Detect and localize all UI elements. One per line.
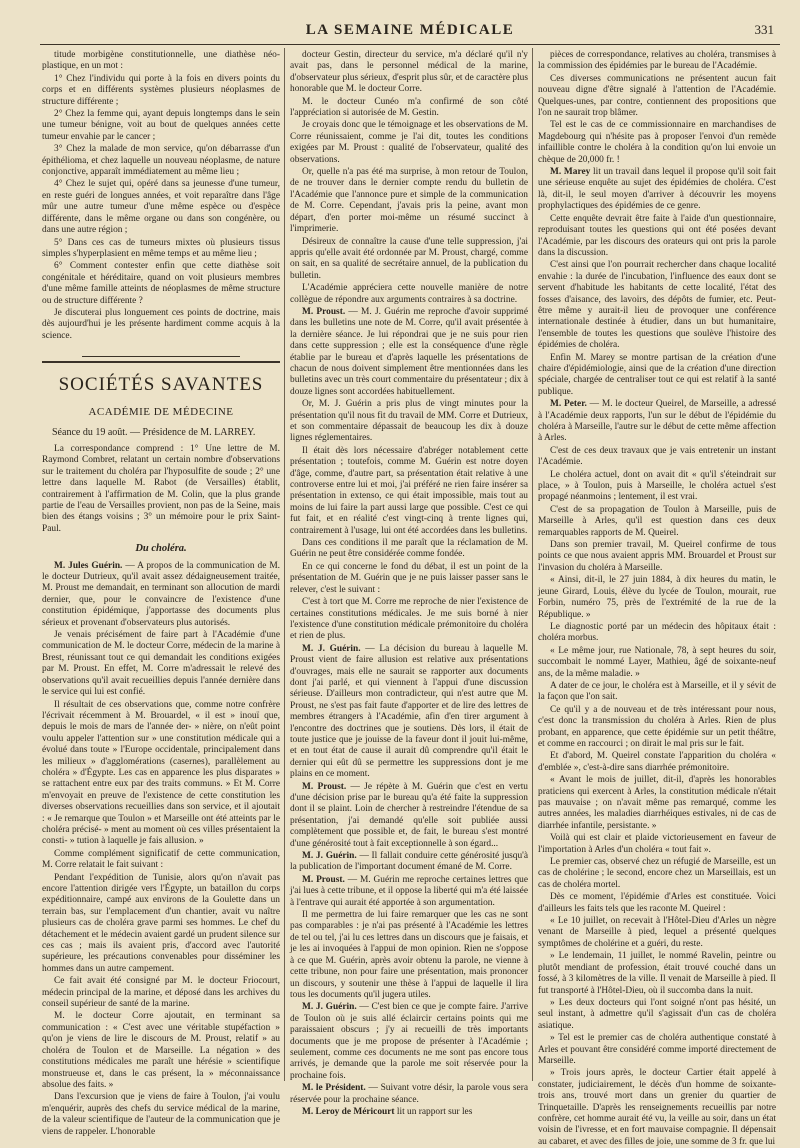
paragraph: Le choléra actuel, dont on avait dit « qu'il s'éteindrait sur place, » à Toulon, puis à Marseille, le choléra actuel s'est propagé néanmoins ; lentement, il est vrai. bbox=[538, 469, 776, 503]
paragraph: Comme complément significatif de cette communication, M. Corre relatait le fait suivant : bbox=[42, 848, 280, 871]
paragraph: C'est ainsi que l'on pourrait rechercher dans chaque localité envahie : la durée de l'incubation, l'influence des eaux dont se servent d'habitude les habitants de cette localité, l'état des fosses d'aisance, des lavoirs, des dépôts de fumier, etc. Peut-être même y aurait-il lieu de provoquer une conférence internationale destinée à étudier, dans un but humanitaire, l'ensemble de toutes les questions que soulève l'histoire des épidémies de choléra. bbox=[538, 260, 776, 351]
speech-text: — Il fallait conduire cette générosité jusqu'à la publication de l'important document émané de M. Corre. bbox=[290, 851, 529, 873]
column-rule-1 bbox=[284, 48, 285, 1081]
paragraph: Tel est le cas de ce commissionnaire en marchandises de Magdebourg qui n'hésite pas à proposer l'envoi d'un remède infaillible contre le choléra à la condition qu'on lui envoie un chèque de 20,000 fr. ! bbox=[538, 120, 776, 165]
paragraph bbox=[538, 399, 776, 445]
paragraph bbox=[290, 851, 528, 874]
paragraph: Voilà qui est clair et plaide victorieusement en faveur de l'importation à Arles d'un choléra « tout fait ». bbox=[538, 833, 776, 855]
paragraph: titude morbigène constitutionnelle, une diathèse néo-plastique, en un mot : bbox=[42, 50, 280, 72]
paragraph bbox=[290, 644, 528, 781]
paragraph: Or, M. J. Guérin a pris plus de vingt minutes pour la présentation qu'il nous fit du travail de MM. Corre et Dutrieux, et son commentaire dépassait de beaucoup les dix à douze lignes réglementaires. bbox=[290, 399, 528, 444]
speaker-name: M. J. Guérin. bbox=[302, 1002, 357, 1013]
speech-text: — A propos de la communication de M. le docteur Dutrieux, qu'il avait assez dédaigneusement traitée, M. Proust me demandait, en terminant son allocution de mardi dernier, que, pour le convaincre de l'existence d'une constitution épidémique, j'apportasse des documents plus sérieux et provenant d'observateurs plus autorisés. bbox=[42, 560, 281, 628]
paragraph: Cette enquête devrait être faite à l'aide d'un questionnaire, reproduisant toutes les questions qui ont été posées devant l'Académie, par les discours des orateurs qui ont pris la parole dans la discussion. bbox=[538, 213, 776, 258]
diathese-text bbox=[42, 50, 280, 342]
subhead-cholera: Du choléra. bbox=[135, 543, 187, 555]
paragraph: Ce fait avait été consigné par M. le docteur Friocourt, médecin principal de la marine, et déposé dans les archives du conseil supérieur de santé de la marine. bbox=[42, 976, 280, 1010]
section-title: SOCIÉTÉS SAVANTES bbox=[58, 374, 264, 396]
speaker-name: M. Peter. bbox=[550, 399, 587, 410]
paragraph: docteur Gestin, directeur du service, m'a déclaré qu'il n'y avait pas, dans le personnel médical de la marine, d'observateur plus sérieux, d'esprit plus sûr, et de caractère plus honorable que M. le docteur Corre. bbox=[290, 50, 528, 95]
page-number: 331 bbox=[754, 22, 774, 37]
speaker-name: M. J. Guérin. bbox=[302, 643, 361, 654]
journal-title: LA SEMAINE MÉDICALE bbox=[305, 22, 515, 38]
speech-text: — Je répète à M. Guérin que c'est en vertu d'une décision prise par le bureau qu'a été faite la suppression dont il se plaint. Loin de chercher à restreindre l'étendue de sa présentation, j'ai demandé qu'elle soit publiée aussi complètement que possible et, de fait, le bureau s'est montré d'une générosité tout à fait exceptionnelle à son égard... bbox=[290, 781, 528, 849]
speaker-name: M. Proust. bbox=[302, 781, 347, 792]
paragraph: pièces de correspondance, relatives au choléra, transmises à la commission des épidémies par le bureau de l'Académie. bbox=[538, 50, 776, 72]
paragraph bbox=[290, 307, 528, 398]
paragraph bbox=[42, 561, 280, 629]
speech-text: — M. le docteur Queirel, de Marseille, a adressé à l'Académie deux rapports, l'un sur le début de l'épidémie du choléra à Marseille, l'autre sur le début de cette même affection à Arles. bbox=[538, 399, 777, 444]
speaker-name: M. Jules Guérin. bbox=[54, 560, 123, 571]
paragraph: C'est de sa propagation de Toulon à Marseille, puis de Marseille à Arles, qu'il est question dans ces deux remarquables rapports de M. Queirel. bbox=[538, 504, 776, 538]
paragraph: « Avant le mois de juillet, dit-il, d'après les honorables praticiens qui exercent à Arles, la constitution médicale n'était pas mauvaise ; on n'avait même pas remarqué, comme les autres années, les maladies diarrhéiques estivales, ni de cas de diarrhée infantile, persistante. » bbox=[538, 775, 776, 831]
speech-text: — C'est bien ce que je compte faire. J'arrive de Toulon où je suis allé éclaircir certains points qui me paraissaient obscurs ; j'y ai recueilli de très importants documents que je me propose de présenter à l'Académie ; seulement, comme ces documents ne me sont pas encore tous arrivés, je demande que la parole me soit réservée pour la prochaine fois. bbox=[290, 1002, 529, 1081]
paragraph: 6° Comment contester enfin que cette diathèse soit congénitale et héréditaire, quand on voit plusieurs membres d'une même famille atteints de néoplasmes de même structure ou de structure différente ? bbox=[42, 261, 280, 306]
speech-text: — M. J. Guérin me reproche d'avoir supprimé dans les bulletins une note de M. Corre, qu'il avait présentée à la dernière séance. Je lui répondrai que je ne suis pour rien dans cette suppression ; elle est la conséquence d'une règle établie par le bureau et d'après laquelle les présentations de chacun de nous doivent simplement être mentionnées dans les bulletins avec un très court commentaire du présentateur ; dix à douze lignes sont accordées habituellement. bbox=[290, 306, 528, 397]
paragraph bbox=[290, 782, 528, 850]
paragraph: Le premier cas, observé chez un réfugié de Marseille, est un cas de cholérine ; le second, encore chez un Marseillais, est un cas de choléra mortel. bbox=[538, 857, 776, 890]
speaker-name: M. J. Guérin. bbox=[302, 851, 357, 862]
section-divider bbox=[82, 356, 240, 357]
column-rule-2 bbox=[532, 48, 533, 1081]
academie-heading: ACADÉMIE DE MÉDECINE bbox=[88, 406, 234, 419]
speech-text: lit un rapport sur les bbox=[396, 1106, 473, 1117]
paragraph: M. le docteur Corre ajoutait, en terminant sa communication : « C'est avec une véritable stupéfaction » qu'on je viens de lire le discours de M. Proust, relatif » au choléra de Toulon et de Marseille. La négation » des constitutions médicales me paraît une hérésie » scientifique monstrueuse et, dans le cas présent, la » méconnaissance absolue des faits. » bbox=[42, 1011, 280, 1090]
paragraph: Pendant l'expédition de Tunisie, alors qu'on n'avait pas encore l'attention dirigée vers l'Égypte, un bataillon du corps expéditionnaire, campé aux environs de la Goulette dans un terrain bas, sur l'emplacement d'un chantier, avait vu naître plusieurs cas de choléra grave parmi ses hommes. Le chef du détachement et le médecin avaient gardé un prudent silence sur ces cas ; mais ils avaient pris, d'accord avec l'autorité supérieure, les précautions convenables pour disséminer les hommes dans un autre campement. bbox=[42, 872, 280, 974]
paragraph: Je discuterai plus longuement ces points de doctrine, mais dès aujourd'hui je les présente hardiment comme acquis à la science. bbox=[42, 307, 280, 341]
speech-text: — Suivant votre désir, la parole vous sera réservée pour la prochaine séance. bbox=[290, 1083, 528, 1105]
paragraph: Désireux de connaître la cause d'une telle suppression, j'ai appris qu'elle avait été ordonnée par M. Proust, chargé, comme on sait, en sa qualité de secrétaire annuel, de la publication du bulletin. bbox=[290, 236, 528, 281]
speaker-name: M. Marey bbox=[550, 167, 591, 178]
column-1 bbox=[42, 50, 281, 1137]
paragraph: L'Académie appréciera cette nouvelle manière de notre collègue de répondre aux arguments contraires à sa doctrine. bbox=[290, 283, 528, 305]
paragraph: 3° Chez la malade de mon service, qu'on débarrasse d'un épithélioma, et chez laquelle un nouveau néoplasme, de nature conjonctive, apparaît immédiatement au même lieu ; bbox=[42, 144, 280, 178]
paragraph: Ce qu'il y a de nouveau et de très intéressant pour nous, c'est donc la transmission du choléra à Arles. Rien de plus probant, en apparence, que cette épidémie sur un petit théâtre, et comme en raccourci ; on dirait le mal pris sur le fait. bbox=[538, 704, 776, 749]
paragraph bbox=[538, 167, 776, 213]
paragraph: « Le même jour, rue Nationale, 78, à sept heures du soir, succombait le nommé Layer, Mathieu, âgé de soixante-neuf ans, de la même maladie. » bbox=[538, 645, 776, 679]
paragraph: 5° Dans ces cas de tumeurs mixtes où plusieurs tissus simples s'hyperplasient en même temps et au même lieu ; bbox=[42, 237, 280, 259]
paragraph: « Ainsi, dit-il, le 27 juin 1884, à dix heures du matin, le jeune Girard, Louis, élève du lycée de Toulon, mourait, rue Forbin, numéro 75, près de l'extrémité de la rue de la République. » bbox=[538, 575, 776, 620]
paragraph: Le diagnostic porté par un médecin des hôpitaux était : choléra morbus. bbox=[538, 621, 776, 644]
paragraph: Il résultait de ces observations que, comme notre confrère l'écrivait récemment à M. Brouardel, « il est » inouï que, depuis le mois de mars de l'année der- » nière, on n'eût point voulu appeler l'attention sur » une constitution médicale qui a évolué dans toute » l'Europe occidentale, principalement dans les milieux » d'agglomérations (casernes), parallèlement au choléra » d'Égypte. Les cas en apparence les plus disparates » se rattachent entre eux par des traits communs. » Et M. Corre m'envoyait en preuve de l'existence de cette constitution les diverses observations recueillies dans son service, et il ajoutait : « Je remarque que Toulon » et Marseille ont été atteints par le choléra précisé- » ment au moment où ces villes présentaient la consti- » tution à laquelle je fais allusion. » bbox=[42, 699, 280, 847]
column-2 bbox=[290, 50, 529, 1117]
column-3 bbox=[538, 50, 777, 1147]
paragraph: C'est de ces deux travaux que je vais entretenir un instant l'Académie. bbox=[538, 445, 776, 468]
speech-text: lit un travail dans lequel il propose qu'il soit fait une sérieuse enquête au sujet des épidémies de choléra. C'est là, dit-il, le seul moyen d'arriver à découvrir les moyens prophylactiques des épidémies de ce genre. bbox=[538, 167, 776, 212]
paragraph: Et d'abord, M. Queirel constate l'apparition du choléra « d'emblée », c'est-à-dire sans diarrhée prémonitoire. bbox=[538, 751, 776, 773]
speaker-name: M. Leroy de Méricourt bbox=[302, 1106, 395, 1117]
speaker-name: M. Proust. bbox=[302, 306, 346, 317]
speech-text: — La décision du bureau à laquelle M. Proust vient de faire allusion est relative aux présentations d'ouvrages, mais elle ne saurait se rapporter aux documents dont j'ai parlé, et qui viennent à l'appui d'une discussion sérieuse. D'ailleurs mon contradicteur, qui n'est autre que M. Proust, ne s'est pas fait faute d'apporter et de lire des lettres de membres étrangers à l'Académie, afin d'en tirer argument à l'encontre des doctrines que je soutiens. Dès lors, il était de toute justice que je jouisse de la faveur dont il jouit lui-même, et en tout état de cause il aurait dû comprendre qu'il était le dernier qui eût dû se permettre les suppressions dont je me plains en ce moment. bbox=[290, 643, 528, 780]
paragraph: Dans ces conditions il me paraît que la réclamation de M. Guérin ne peut être considérée comme fondée. bbox=[290, 538, 528, 560]
paragraph: « Le 10 juillet, on recevait à l'Hôtel-Dieu d'Arles un nègre venant de Marseille à pied, lequel a présenté quelques symptômes de cholérine et a guéri, du reste. bbox=[538, 916, 776, 949]
paragraph: » Tel est le premier cas de choléra authentique constaté à Arles et pouvant être considéré comme importé directement de Marseille. bbox=[538, 1033, 776, 1066]
paragraph: Dans son premier travail, M. Queirel confirme de tous points ce que nous avaient appris MM. Brouardel et Proust sur l'invasion du choléra à Marseille. bbox=[538, 540, 776, 573]
paragraph bbox=[290, 875, 528, 909]
paragraph: 4° Chez le sujet qui, opéré dans sa jeunesse d'une tumeur, en reste guéri de longues années, et voit reparaître dans l'âge mûr une autre tumeur d'une même espèce ou d'espèce différente, dans le même organe ou dans son congénère, ou dans une autre région ; bbox=[42, 179, 280, 236]
paragraph: Je venais précisément de faire part à l'Académie d'une communication de M. le docteur Corre, médecin de la marine à Brest, réunissant tout ce qui demandait les conditions exigées par M. Proust. En effet, M. Corre m'adressait le relevé des observations qu'il avait recueillies depuis l'année dernière dans le service qui lui est confié. bbox=[42, 630, 280, 698]
speaker-name: M. Proust. bbox=[302, 874, 345, 885]
paragraph: Ces diverses communications ne présentent aucun fait nouveau digne d'être signalé à l'attention de l'Académie. Quelques-unes, par contre, contiennent des propositions que l'on ne saurait trop blâmer. bbox=[538, 73, 776, 119]
correspondance-paragraph: La correspondance comprend : 1° Une lettre de M. Raymond Combret, relatant un certain nombre d'observations sur le traitement du choléra par l'hyposulfite de soude ; 2° une lettre dans laquelle M. Rabot (de Versailles) établit, contrairement à l'affirmation de M. Colin, que la plus grande partie de l'eau de Versailles provient, non pas de la Seine, mais bien des étangs voisins ; 3° un mémoire pour le prix Saint-Paul. bbox=[42, 443, 280, 534]
section-divider-thick bbox=[42, 361, 280, 363]
paragraph: » Trois jours après, le docteur Cartier était appelé à constater, judiciairement, le décès d'un homme de soixante-trois ans, trouvé mort dans un grenier du quartier de Trinquetaille. D'après les renseignements recueillis par notre confrère, cet homme aurait été vu, la veille au soir, dans un état voisin de l'ivresse, et en fort mauvaise compagnie. Il dépensait au cabaret, et avec des filles de joie, une somme de 3 fr. que lui bbox=[538, 1068, 776, 1147]
paragraph: En ce qui concerne le fond du débat, il est un point de la présentation de M. Guérin que je ne puis laisser passer sans le relever, c'est le suivant : bbox=[290, 561, 528, 595]
page-header bbox=[40, 18, 780, 45]
paragraph bbox=[290, 1107, 528, 1118]
paragraph: » Les deux docteurs qui l'ont soigné n'ont pas hésité, un seul instant, à admettre qu'il s'agissait d'un cas de choléra asiatique. bbox=[538, 997, 776, 1031]
paragraph: Il me permettra de lui faire remarquer que les cas ne sont pas comparables : je n'ai pas présenté à l'Académie les lettres de tel ou tel, j'ai lu ces lettres dans un discours que je faisais, et je les ai invoquées à l'appui de mon opinion. Rien ne s'oppose à ce que M. Guérin, après avoir obtenu la parole, ne vienne à cette tribune, non pour faire une présentation, mais prononcer un discours, y soutenir une thèse à l'appui de laquelle il lira tous les documents qu'il jugera utiles. bbox=[290, 910, 528, 1000]
seance-line: Séance du 19 août. — Présidence de M. LARREY. bbox=[52, 426, 256, 438]
paragraph: Je croyais donc que le témoignage et les observations de M. Corre réunissaient, comme je l'ai dit, toutes les conditions exigées par M. Proust : qualité de l'observateur, qualité des observations. bbox=[290, 120, 528, 165]
speaker-name: M. le Président. bbox=[302, 1083, 366, 1094]
speech-text: — M. Guérin me reproche certaines lettres que j'ai lues à cette tribune, et il oppose la liberté qui m'a été laissée à l'entrave qui aurait été apportée à son argumentation. bbox=[290, 874, 528, 908]
paragraph: Or, quelle n'a pas été ma surprise, à mon retour de Toulon, de ne trouver dans le dernier compte rendu du bulletin de l'Académie que l'annonce pure et simple de la communication de M. Corre. Cependant, j'avais pris la peine, avant mon départ, d'en porter moi-même un résumé succinct à l'imprimerie. bbox=[290, 167, 528, 235]
paragraph: Il était dès lors nécessaire d'abréger notablement cette présentation ; toutefois, comme M. Guérin est notre doyen d'âge, comme, d'autre part, sa présentation était relative à une controverse entre lui et moi, j'ai préféré ne rien faire insérer sa présentation in extenso, ce qui était impossible, mais tout au moins de lui faire la part aussi large que possible. C'est ce qui fut fait, et en réalité c'est vingt-cinq à trente lignes qui, contrairement à l'usage, lui ont été accordées dans les bulletins. bbox=[290, 445, 528, 536]
paragraph bbox=[290, 1002, 528, 1082]
paragraph: Enfin M. Marey se montre partisan de la création d'une chaire d'épidémiologie, ainsi que de la création d'une direction spéciale, chargée de centraliser tout ce qui est relatif à la santé publique. bbox=[538, 352, 776, 397]
paragraph: A dater de ce jour, le choléra est à Marseille, et il y sévit de la façon que l'on sait. bbox=[538, 680, 776, 703]
paragraph: 1° Chez l'individu qui porte à la fois en divers points du corps et en différents systèmes plusieurs néoplasmes de structure différente ; bbox=[42, 73, 280, 107]
paragraph: M. le docteur Cunéo m'a confirmé de son côté l'appréciation si autorisée de M. Gestin. bbox=[290, 96, 528, 119]
paragraph: Dès ce moment, l'épidémie d'Arles est constituée. Voici d'ailleurs les faits tels que les raconte M. Queirel : bbox=[538, 892, 776, 914]
paragraph: Dans l'excursion que je viens de faire à Toulon, j'ai voulu m'enquérir, auprès des chefs du service médical de la marine, de la valeur scientifique de l'auteur de la communication que je viens de rappeler. L'honorable bbox=[42, 1092, 280, 1137]
paragraph: » Le lendemain, 11 juillet, le nommé Ravelin, peintre ou plutôt mendiant de profession, était trouvé couché dans un fossé, à 3 kilomètres de la ville. Il venait de Marseille à pied. Il fut transporté à l'Hôtel-Dieu, où il succomba dans la nuit. bbox=[538, 951, 776, 996]
paragraph: 2° Chez la femme qui, ayant depuis longtemps dans le sein une tumeur bénigne, voit au bout de quelques années cette tumeur envahie par le cancer ; bbox=[42, 109, 280, 142]
paragraph: C'est à tort que M. Corre me reproche de nier l'existence de certaines constitutions médicales. Je me suis borné à nier l'existence d'une constitution médicale prémonitoire du choléra et rien de plus. bbox=[290, 597, 528, 642]
paragraph bbox=[290, 1083, 528, 1106]
